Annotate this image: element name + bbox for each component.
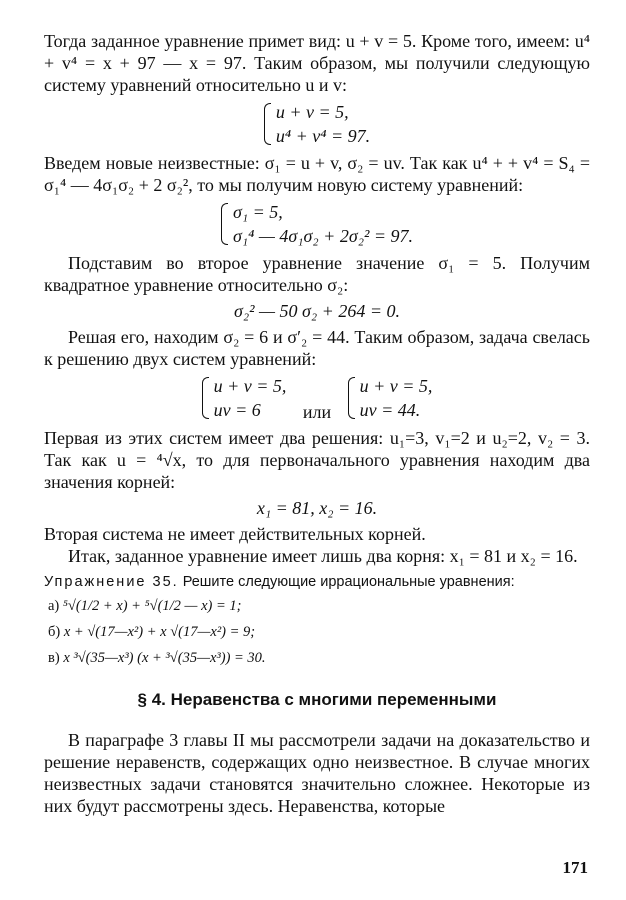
system-pair (44, 374, 590, 423)
system-3a-line-2: uv = 6 (213, 400, 261, 420)
page-number: 171 (562, 858, 588, 877)
system-3b-line-2: uv = 44. (359, 400, 421, 420)
system-3a-line-1: u + v = 5, (213, 376, 287, 396)
paragraph-1: Тогда заданное уравнение примет вид: u + v = 5. Кроме того, имеем: u⁴ + v⁴ = x + 97 — x = 97. Таким образом, мы получили следующую систему уравнений относительно u и v: (44, 31, 590, 95)
exercise-item-b (48, 619, 590, 645)
exercise-item-c-formula: x ³√(35—x³) (x + ³√(35—x³)) = 30. (63, 649, 266, 666)
system-2-line-2: σ₁⁴ — 4σ₁σ₂ + 2σ₂² = 97. (233, 226, 413, 246)
exercise-item-b-marker: б) (48, 623, 61, 640)
exercise-item-c-marker: в) (48, 649, 60, 666)
paragraph-4: Решая его, находим σ₂ = 6 и σ′₂ = 44. Таким образом, задача свелась к решению двух систем уравнений: (44, 327, 590, 369)
or-word: или (302, 401, 332, 422)
system-2-brace (221, 200, 413, 248)
paragraph-7: Итак, заданное уравнение имеет лишь два корня: x₁ = 81 и x₂ = 16. (68, 545, 578, 566)
system-2 (44, 200, 590, 248)
section-title: § 4. Неравенства с многими переменными (137, 689, 497, 709)
paragraph-5: Первая из этих систем имеет два решения: u₁=3, v₁=2 и u₂=2, v₂ = 3. Так как u = ⁴√x, то для первоначального уравнения находим два значения корней: (44, 427, 590, 492)
system-1 (44, 100, 590, 148)
exercise-item-a (48, 593, 590, 619)
system-2-line-1: σ₁ = 5, (233, 202, 283, 222)
system-3a (202, 374, 287, 422)
exercise-item-a-formula: ⁵√(1/2 + x) + ⁵√(1/2 — x) = 1; (62, 597, 242, 614)
equation-roots: x₁ = 81, x₂ = 16. (256, 497, 378, 518)
paragraph-2: Введем новые неизвестные: σ₁ = u + v, σ₂ = uv. Так как u⁴ + + v⁴ = S₄ = σ₁⁴ — 4σ₁σ₂ + 2 σ₂², то мы получим новую систему уравнений: (44, 153, 590, 195)
exercise-text: Решите следующие иррациональные уравнения: (182, 573, 515, 590)
page-content (44, 30, 590, 817)
equation-quadratic: σ₂² — 50 σ₂ + 264 = 0. (234, 301, 400, 321)
paragraph-3: Подставим во второе уравнение значение σ₁ = 5. Получим квадратное уравнение относительно σ₂: (44, 253, 590, 295)
system-1-line-1: u + v = 5, (275, 102, 349, 122)
exercise-item-b-formula: x + √(17—x²) + x √(17—x²) = 9; (63, 623, 256, 640)
closing-paragraph: В параграфе 3 главы II мы рассмотрели задачи на доказательство и решение неравенств, содержащих одно неизвестное. В случае многих неизвестных задачи становятся значительно сложнее. Некоторые из них будут рассмотрены здесь. Неравенства, которые (44, 729, 590, 816)
exercise-item-a-marker: а) (48, 597, 60, 614)
paragraph-6: Вторая система не имеет действительных корней. (44, 523, 426, 544)
system-1-line-2: u⁴ + v⁴ = 97. (275, 126, 371, 146)
exercise-heading (44, 571, 590, 593)
system-3b (348, 374, 433, 422)
exercise-item-c (48, 645, 590, 671)
system-3b-line-1: u + v = 5, (359, 376, 433, 396)
system-1-brace (264, 100, 370, 148)
exercise-label: Упражнение 35. (44, 573, 179, 590)
